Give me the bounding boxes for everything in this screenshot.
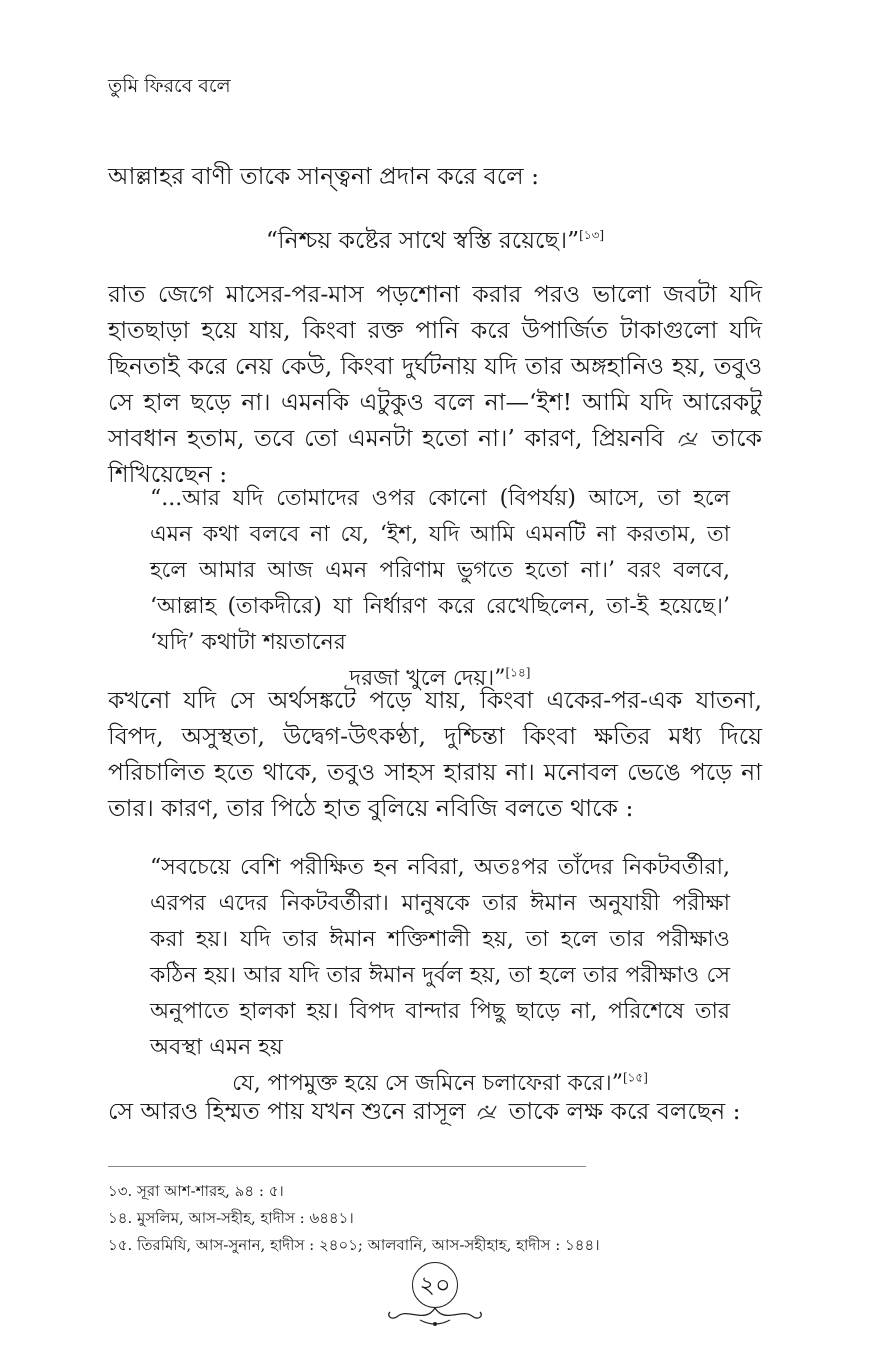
footnote-15: ১৫. তিরমিযি, আস-সুনান, হাদীস : ২৪০১; আলবানি, আস-সহীহাহ, হাদীস : ১৪৪। [108, 1236, 600, 1254]
hadith-quote-1-text: “...আর যদি তোমাদের ওপর কোনো (বিপর্যয়) আসে, তা হলে এমন কথা বলবে না যে, ‘ইশ, যদি আমি এমনটি না করতাম, তা হলে আমার আজ এমন পরিণাম ভুগতে হতো না।’ বরং বলবে, ‘আল্লাহ (তাকদীরে) যা নির্ধারণ করে রেখেছিলেন, তা-ই হয়েছে।’ ‘যদি’ কথাটা শয়তানের [150, 486, 730, 655]
paragraph-1-end: তাকে শিখিয়েছেন : [108, 424, 762, 488]
page-ornament-icon [380, 1302, 490, 1336]
footnote-ref-13: [১৩] [579, 228, 605, 243]
footnote-14: ১৪. মুসলিম, আস-সহীহ, হাদীস : ৬৪৪১। [108, 1209, 354, 1227]
hadith-quote-1 [150, 481, 730, 697]
footnote-divider [108, 1166, 586, 1167]
salutation-calligraphy-icon [676, 423, 700, 445]
paragraph-2: কখনো যদি সে অর্থসঙ্কটে পড়ে যায়, কিংবা একের-পর-এক যাতনা, বিপদ, অসুস্থতা, উদ্বেগ-উৎকণ্ঠা, দুশ্চিন্তা কিংবা ক্ষতির মধ্য দিয়ে পরিচালিত হতে থাকে, তবুও সাহস হারায় না। মনোবল ভেঙে পড়ে না তার। কারণ, তার পিঠে হাত বুলিয়ে নবিজি বলতে থাকে : [108, 686, 762, 822]
paragraph-1-text: রাত জেগে মাসের-পর-মাস পড়শোনা করার পরও ভালো জবটা যদি হাতছাড়া হয়ে যায়, কিংবা রক্ত পানি করে উপার্জিত টাকাগুলো যদি ছিনতাই করে নেয় কেউ, কিংবা দুর্ঘটনায় যদি তার অঙ্গহানিও হয়, তবুও সে হাল ছড়ে না। এমনকি এটুকুও বলে না—‘ইশ! আমি যদি আরেকটু সাবধান হতাম, তবে তো এমনটা হতো না।’ কারণ, প্রিয়নবি [108, 280, 762, 452]
hadith-quote-2-text: “সবচেয়ে বেশি পরীক্ষিত হন নবিরা, অতঃপর তাঁদের নিকটবর্তীরা, এরপর এদের নিকটবর্তীরা। মানুষকে তার ঈমান অনুযায়ী পরীক্ষা করা হয়। যদি তার ঈমান শক্তিশালী হয়, তা হলে তার পরীক্ষাও কঠিন হয়। আর যদি তার ঈমান দুর্বল হয়, তা হলে তার পরীক্ষাও সে অনুপাতে হালকা হয়। বিপদ বান্দার পিছু ছাড়ে না, পরিশেষে তার অবস্থা এমন হয় [150, 855, 730, 1060]
hadith-quote-2-last-text: যে, পাপমুক্ত হয়ে সে জমিনে চলাফেরা করে।” [232, 1071, 623, 1096]
footnote-ref-14: [১৪] [505, 665, 531, 680]
paragraph-1 [108, 276, 762, 492]
paragraph-3 [108, 1093, 762, 1129]
page-number: ২০ [412, 1262, 458, 1308]
footnote-ref-15: [১৫] [622, 1070, 648, 1085]
verse-text: “নিশ্চয় কষ্টের সাথে স্বস্তি রয়েছে।” [265, 226, 580, 254]
running-header: তুমি ফিরবে বলে [108, 75, 231, 97]
salutation-calligraphy-icon [475, 1096, 499, 1118]
hadith-quote-1-last-text: দরজা খুলে দেয়।” [349, 666, 506, 691]
intro-line: আল্লাহর বাণী তাকে সান্ত্বনা প্রদান করে বলে : [108, 162, 540, 190]
footnote-13: ১৩. সূরা আশ-শারহ, ৯৪ : ৫। [108, 1182, 284, 1200]
paragraph-3-text: সে আরও হিম্মত পায় যখন শুনে রাসূল [108, 1097, 466, 1125]
verse-quote [108, 222, 762, 261]
page-number-block [380, 1262, 490, 1348]
hadith-quote-2 [150, 850, 730, 1102]
paragraph-3-end: তাকে লক্ষ করে বলছেন : [508, 1097, 741, 1125]
